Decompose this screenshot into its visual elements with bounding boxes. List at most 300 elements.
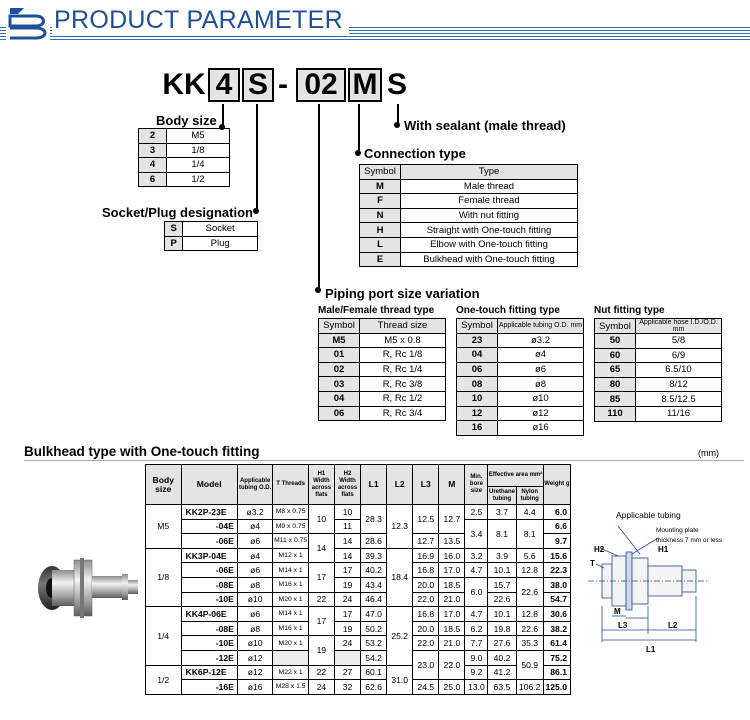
connection-table (359, 164, 578, 267)
cell-h1: 22 (308, 665, 334, 680)
cell-wt: 15.6 (543, 548, 570, 563)
unit-label: (mm) (698, 448, 719, 458)
diagram-label-l1: L1 (646, 645, 656, 654)
col-type: Type (401, 165, 578, 180)
col-threads: T Threads (273, 465, 309, 505)
cell-tubing: ø6 (237, 607, 273, 622)
cell-nyl: 50.9 (516, 650, 543, 679)
table-row (146, 650, 571, 665)
table-row (146, 505, 571, 520)
cell-value: Elbow with One-touch fitting (401, 237, 578, 252)
cell-nyl: 8.1 (516, 519, 543, 548)
cell-l1: 28.6 (361, 534, 387, 549)
cell-symbol: 60 (595, 348, 636, 363)
cell-value: R, Rc 3/4 (360, 406, 446, 421)
leader-seal (397, 104, 399, 124)
table-row (146, 519, 571, 534)
cell-symbol: 06 (457, 362, 498, 377)
cell-m: 22.0 (439, 650, 465, 679)
cell-value: Female thread (401, 194, 578, 209)
cell-l1: 47.0 (361, 607, 387, 622)
cell-ure: 15.7 (488, 577, 516, 592)
cell-symbol: 08 (457, 377, 498, 392)
cell-bore: 4.7 (465, 607, 488, 622)
col-h1: H1 Width across flats (308, 465, 334, 505)
cell-value: With nut fitting (401, 208, 578, 223)
table-row (457, 406, 584, 421)
cell-ure: 19.8 (488, 621, 516, 636)
cell-l1: 40.2 (361, 563, 387, 578)
leader-port (318, 104, 320, 290)
table-row (595, 406, 722, 421)
cell-wt: 38.2 (543, 621, 570, 636)
cell-l1: 46.4 (361, 592, 387, 607)
table-row (146, 665, 571, 680)
table-row (595, 334, 722, 349)
code-prefix: KK (162, 68, 206, 101)
col-l2: L2 (387, 465, 413, 505)
cell-wt: 125.0 (543, 680, 570, 695)
cell-tubing: ø6 (237, 534, 273, 549)
cell-symbol: 02 (319, 362, 360, 377)
code-dash: - (278, 68, 288, 101)
table-row (319, 377, 446, 392)
dot-seal (394, 122, 400, 128)
cell-h2: 14 (334, 548, 360, 563)
col-nylon: Nylon tubing (516, 487, 543, 505)
cell-wt: 54.7 (543, 592, 570, 607)
leader-conn (358, 104, 360, 154)
cell-value: 6.5/10 (636, 363, 722, 378)
cell-thread: M16 x 1 (273, 577, 309, 592)
cell-value: 1/2 (166, 172, 229, 187)
cell-symbol: M5 (319, 333, 360, 348)
cell-model: -06E (181, 534, 237, 549)
code-port: 02 (296, 68, 346, 102)
cell-ure: 3.9 (488, 548, 516, 563)
cell-l1: 53.2 (361, 636, 387, 651)
table-row (146, 563, 571, 578)
cell-h1: 19 (308, 636, 334, 665)
cell-ure: 41.2 (488, 665, 516, 680)
table-row (360, 237, 578, 252)
cell-h2: 24 (334, 636, 360, 651)
table-row (457, 348, 584, 363)
table-row (360, 194, 578, 209)
cell-h2: 27 (334, 665, 360, 680)
bulkhead-table (145, 464, 571, 695)
cell-thread: M12 x 1 (273, 548, 309, 563)
col-tubing: Applicable tubing O.D. (237, 465, 273, 505)
cell-symbol: P (165, 236, 183, 251)
code-connection: M (348, 68, 382, 102)
cell-h1: 10 (308, 505, 334, 534)
cell-symbol: 80 (595, 377, 636, 392)
cell-symbol: 10 (457, 391, 498, 406)
bulkhead-title: Bulkhead type with One-touch fitting (24, 444, 260, 459)
cell-l3: 16.8 (413, 563, 439, 578)
cell-l3: 20.0 (413, 621, 439, 636)
cell-value: ø3.2 (498, 333, 584, 348)
cell-ure: 10.1 (488, 563, 516, 578)
cell-symbol: 04 (319, 391, 360, 406)
cell-nyl: 35.3 (516, 636, 543, 651)
cell-value: Plug (183, 236, 258, 251)
col-mf-symbol: Symbol (319, 319, 360, 334)
cell-symbol: 85 (595, 392, 636, 407)
label-nut: Nut fitting type (594, 305, 665, 316)
col-l3: L3 (413, 465, 439, 505)
cell-value: ø16 (498, 421, 584, 436)
cell-l2: 18.4 (387, 548, 413, 606)
cell-tubing: ø4 (237, 548, 273, 563)
cell-value: ø8 (498, 377, 584, 392)
cell-bore: 9.2 (465, 665, 488, 680)
cell-h2: 11 (334, 519, 360, 534)
cell-wt: 9.7 (543, 534, 570, 549)
table-row (360, 208, 578, 223)
cell-symbol: 65 (595, 363, 636, 378)
cell-h2: 17 (334, 607, 360, 622)
cell-nyl: 22.6 (516, 621, 543, 636)
cell-symbol: E (360, 252, 401, 267)
cell-l2: 25.2 (387, 607, 413, 665)
cell-model: -08E (181, 621, 237, 636)
cell-symbol: H (360, 223, 401, 238)
cell-ure: 3.7 (488, 505, 516, 520)
cell-l1: 62.6 (361, 680, 387, 695)
cell-thread: M22 x 1 (273, 665, 309, 680)
cell-m: 16.0 (439, 548, 465, 563)
cell-m: 25.0 (439, 680, 465, 695)
cell-wt: 30.6 (543, 607, 570, 622)
table-row (146, 680, 571, 695)
cell-value: R, Rc 1/8 (360, 348, 446, 363)
cell-symbol: 06 (319, 406, 360, 421)
cell-h2: 10 (334, 505, 360, 520)
cell-l3: 16.8 (413, 607, 439, 622)
socket-plug-table (164, 221, 258, 251)
table-row (146, 636, 571, 651)
cell-thread: M16 x 1 (273, 621, 309, 636)
cell-symbol: N (360, 208, 401, 223)
cell-size: 1/8 (146, 548, 182, 606)
cell-m: 13.5 (439, 534, 465, 549)
table-row (595, 348, 722, 363)
cell-model: -10E (181, 636, 237, 651)
cell-value: 8.5/12.5 (636, 392, 722, 407)
table-row (146, 548, 571, 563)
table-row (139, 129, 230, 144)
page-title: PRODUCT PARAMETER (52, 6, 349, 35)
cell-wt: 38.0 (543, 577, 570, 592)
cell-value: Socket (183, 222, 258, 237)
table-row (146, 607, 571, 622)
cell-tubing: ø16 (237, 680, 273, 695)
cell-l1: 43.4 (361, 577, 387, 592)
diagram-label-m: M (614, 607, 621, 616)
cell-ure: 27.6 (488, 636, 516, 651)
cell-thread: M14 x 1 (273, 607, 309, 622)
nut-table (594, 318, 722, 422)
cell-h1: 14 (308, 534, 334, 563)
cell-value: 5/8 (636, 334, 722, 349)
cell-h2: 17 (334, 563, 360, 578)
table-row (319, 362, 446, 377)
cell-model: -12E (181, 650, 237, 665)
cell-bore: 6.2 (465, 621, 488, 636)
col-effective-area: Effective area mm² (488, 465, 543, 487)
cell-symbol: L (360, 237, 401, 252)
cell-model: -04E (181, 519, 237, 534)
cell-thread: M9 x 0.75 (273, 519, 309, 534)
col-weight: Weight g (543, 465, 570, 505)
cell-value: Straight with One-touch fitting (401, 223, 578, 238)
table-row (146, 592, 571, 607)
diagram-label-l2: L2 (668, 621, 678, 630)
cell-symbol: S (165, 222, 183, 237)
cell-m: 21.0 (439, 592, 465, 607)
table-row (360, 179, 578, 194)
cell-value: R, Rc 1/4 (360, 362, 446, 377)
table-row (457, 391, 584, 406)
cell-tubing: ø10 (237, 592, 273, 607)
table-row (319, 406, 446, 421)
cell-h2: 19 (334, 577, 360, 592)
label-body-size: Body size (156, 113, 217, 128)
cell-m: 18.5 (439, 621, 465, 636)
cell-bore: 13.0 (465, 680, 488, 695)
cell-l3: 16.9 (413, 548, 439, 563)
cell-bore: 6.0 (465, 577, 488, 606)
cell-size: M5 (146, 505, 182, 549)
table-row (139, 172, 230, 187)
cell-value: R, Rc 3/8 (360, 377, 446, 392)
cell-model: KK6P-12E (181, 665, 237, 680)
label-connection: Connection type (364, 146, 466, 161)
cell-h2: 14 (334, 534, 360, 549)
cell-bore: 3.4 (465, 519, 488, 548)
cell-h2: 32 (334, 680, 360, 695)
col-ot-tubing: Applicable tubing O.D. mm (498, 319, 584, 334)
cell-thread: M28 x 1.5 (273, 680, 309, 695)
cell-thread: M20 x 1 (273, 636, 309, 651)
cell-model: KK4P-06E (181, 607, 237, 622)
cell-symbol: 04 (457, 348, 498, 363)
cell-nyl: 4.4 (516, 505, 543, 520)
brand-logo-icon (6, 4, 50, 40)
table-row (139, 143, 230, 158)
diagram-label-plate-thickness: thickness 7 mm or less (656, 537, 723, 544)
bulkhead-rule (24, 460, 744, 461)
cell-thread: M20 x 1 (273, 592, 309, 607)
cell-model: -16E (181, 680, 237, 695)
cell-model: -06E (181, 563, 237, 578)
cell-h1: 24 (308, 680, 334, 695)
cell-bore: 4.7 (465, 563, 488, 578)
cell-h1: 22 (308, 592, 334, 607)
product-photo (22, 540, 142, 640)
cell-symbol: 3 (139, 143, 167, 158)
table-row (595, 377, 722, 392)
cell-l3: 12.5 (413, 505, 439, 534)
cell-value: M5 x 0.8 (360, 333, 446, 348)
cell-nyl: 5.6 (516, 548, 543, 563)
table-row (165, 236, 258, 251)
cell-bore: 2.5 (465, 505, 488, 520)
table-row (146, 621, 571, 636)
cell-value: ø10 (498, 391, 584, 406)
cell-ure: 22.6 (488, 592, 516, 607)
cell-symbol: 03 (319, 377, 360, 392)
table-row (360, 223, 578, 238)
cell-value: ø6 (498, 362, 584, 377)
cell-m: 21.0 (439, 636, 465, 651)
male-female-table (318, 318, 446, 421)
cell-ure: 63.5 (488, 680, 516, 695)
cell-model: -08E (181, 577, 237, 592)
cell-wt: 6.0 (543, 505, 570, 520)
diagram-label-plate: Mounting plate (656, 527, 699, 534)
cell-value: 6/9 (636, 348, 722, 363)
label-male-female: Male/Female thread type (318, 305, 435, 316)
cell-h1: 17 (308, 607, 334, 636)
cell-thread: M14 x 1 (273, 563, 309, 578)
dimension-diagram (588, 506, 744, 656)
col-ot-symbol: Symbol (457, 319, 498, 334)
cell-thread: M11 x 0.75 (273, 534, 309, 549)
cell-symbol: 01 (319, 348, 360, 363)
cell-l3: 22.0 (413, 592, 439, 607)
cell-h2: 19 (334, 621, 360, 636)
one-touch-table (456, 318, 584, 436)
diagram-label-t: T (590, 559, 595, 568)
cell-value: 1/8 (166, 143, 229, 158)
cell-value: ø12 (498, 406, 584, 421)
cell-value: R, Rc 1/2 (360, 391, 446, 406)
label-piping: Piping port size variation (325, 286, 480, 301)
label-one-touch: One-touch fitting type (456, 305, 560, 316)
cell-model: -10E (181, 592, 237, 607)
table-row (595, 392, 722, 407)
cell-ure: 40.2 (488, 650, 516, 665)
cell-wt: 22.3 (543, 563, 570, 578)
cell-m: 17.0 (439, 607, 465, 622)
table-row (457, 362, 584, 377)
code-socket: S (242, 68, 274, 102)
leader-socket (256, 104, 258, 212)
cell-wt: 6.6 (543, 519, 570, 534)
table-row (319, 391, 446, 406)
table-row (146, 577, 571, 592)
cell-value: 11/16 (636, 406, 722, 421)
col-mf-thread: Thread size (360, 319, 446, 334)
table-row (139, 158, 230, 173)
col-l1: L1 (361, 465, 387, 505)
table-row (319, 333, 446, 348)
col-model: Model (181, 465, 237, 505)
table-row (457, 333, 584, 348)
cell-l3: 23.0 (413, 650, 439, 679)
body-size-table (138, 128, 230, 187)
cell-m: 12.7 (439, 505, 465, 534)
col-bore: Min. bore size (465, 465, 488, 505)
col-h2: H2 Width across flats (334, 465, 360, 505)
cell-thread: M8 x 0.75 (273, 505, 309, 520)
diagram-label-h2: H2 (594, 545, 605, 554)
cell-tubing: ø4 (237, 519, 273, 534)
cell-tubing: ø6 (237, 563, 273, 578)
page-header (0, 0, 750, 44)
cell-l1: 60.1 (361, 665, 387, 680)
label-socket-plug: Socket/Plug designation (102, 205, 253, 220)
code-sealant: S (386, 68, 407, 101)
col-symbol: Symbol (360, 165, 401, 180)
cell-wt: 75.2 (543, 650, 570, 665)
cell-l1: 39.3 (361, 548, 387, 563)
cell-l1: 54.2 (361, 650, 387, 665)
cell-symbol: F (360, 194, 401, 209)
cell-wt: 61.4 (543, 636, 570, 651)
cell-symbol: 16 (457, 421, 498, 436)
cell-symbol: 23 (457, 333, 498, 348)
cell-value: 8/12 (636, 377, 722, 392)
col-body-size: Body size (146, 465, 182, 505)
cell-h2: 24 (334, 592, 360, 607)
cell-nyl: 12.8 (516, 563, 543, 578)
col-nut-hose: Applicable hose I.D./O.D. mm (636, 319, 722, 334)
cell-h1: 17 (308, 563, 334, 592)
cell-value: Male thread (401, 179, 578, 194)
cell-tubing: ø3.2 (237, 505, 273, 520)
cell-nyl: 106.2 (516, 680, 543, 695)
cell-l1: 50.2 (361, 621, 387, 636)
table-row (165, 222, 258, 237)
cell-tubing: ø8 (237, 621, 273, 636)
diagram-label-tubing: Applicable tubing (616, 510, 681, 520)
cell-l2: 31.0 (387, 665, 413, 694)
cell-l1: 28.3 (361, 505, 387, 534)
cell-value: ø4 (498, 348, 584, 363)
cell-thread (273, 650, 309, 665)
cell-l3: 12.7 (413, 534, 439, 549)
cell-bore: 7.7 (465, 636, 488, 651)
cell-size: 1/4 (146, 607, 182, 665)
label-sealant: With sealant (male thread) (404, 118, 566, 133)
cell-tubing: ø12 (237, 650, 273, 665)
cell-value: 1/4 (166, 158, 229, 173)
cell-bore: 3.2 (465, 548, 488, 563)
cell-l3: 20.0 (413, 577, 439, 592)
cell-symbol: M (360, 179, 401, 194)
table-row (319, 348, 446, 363)
cell-symbol: 12 (457, 406, 498, 421)
cell-symbol: 2 (139, 129, 167, 144)
cell-l3: 22.0 (413, 636, 439, 651)
dot-socket (253, 208, 259, 214)
code-body-size: 4 (208, 68, 240, 102)
cell-bore: 9.0 (465, 650, 488, 665)
cell-m: 17.0 (439, 563, 465, 578)
dot-conn (355, 150, 361, 156)
cell-size: 1/2 (146, 665, 182, 694)
table-row (595, 363, 722, 378)
diagram-label-l3: L3 (618, 621, 628, 630)
table-row (457, 377, 584, 392)
table-row (360, 252, 578, 267)
cell-nyl: 12.8 (516, 607, 543, 622)
table-row (457, 421, 584, 436)
